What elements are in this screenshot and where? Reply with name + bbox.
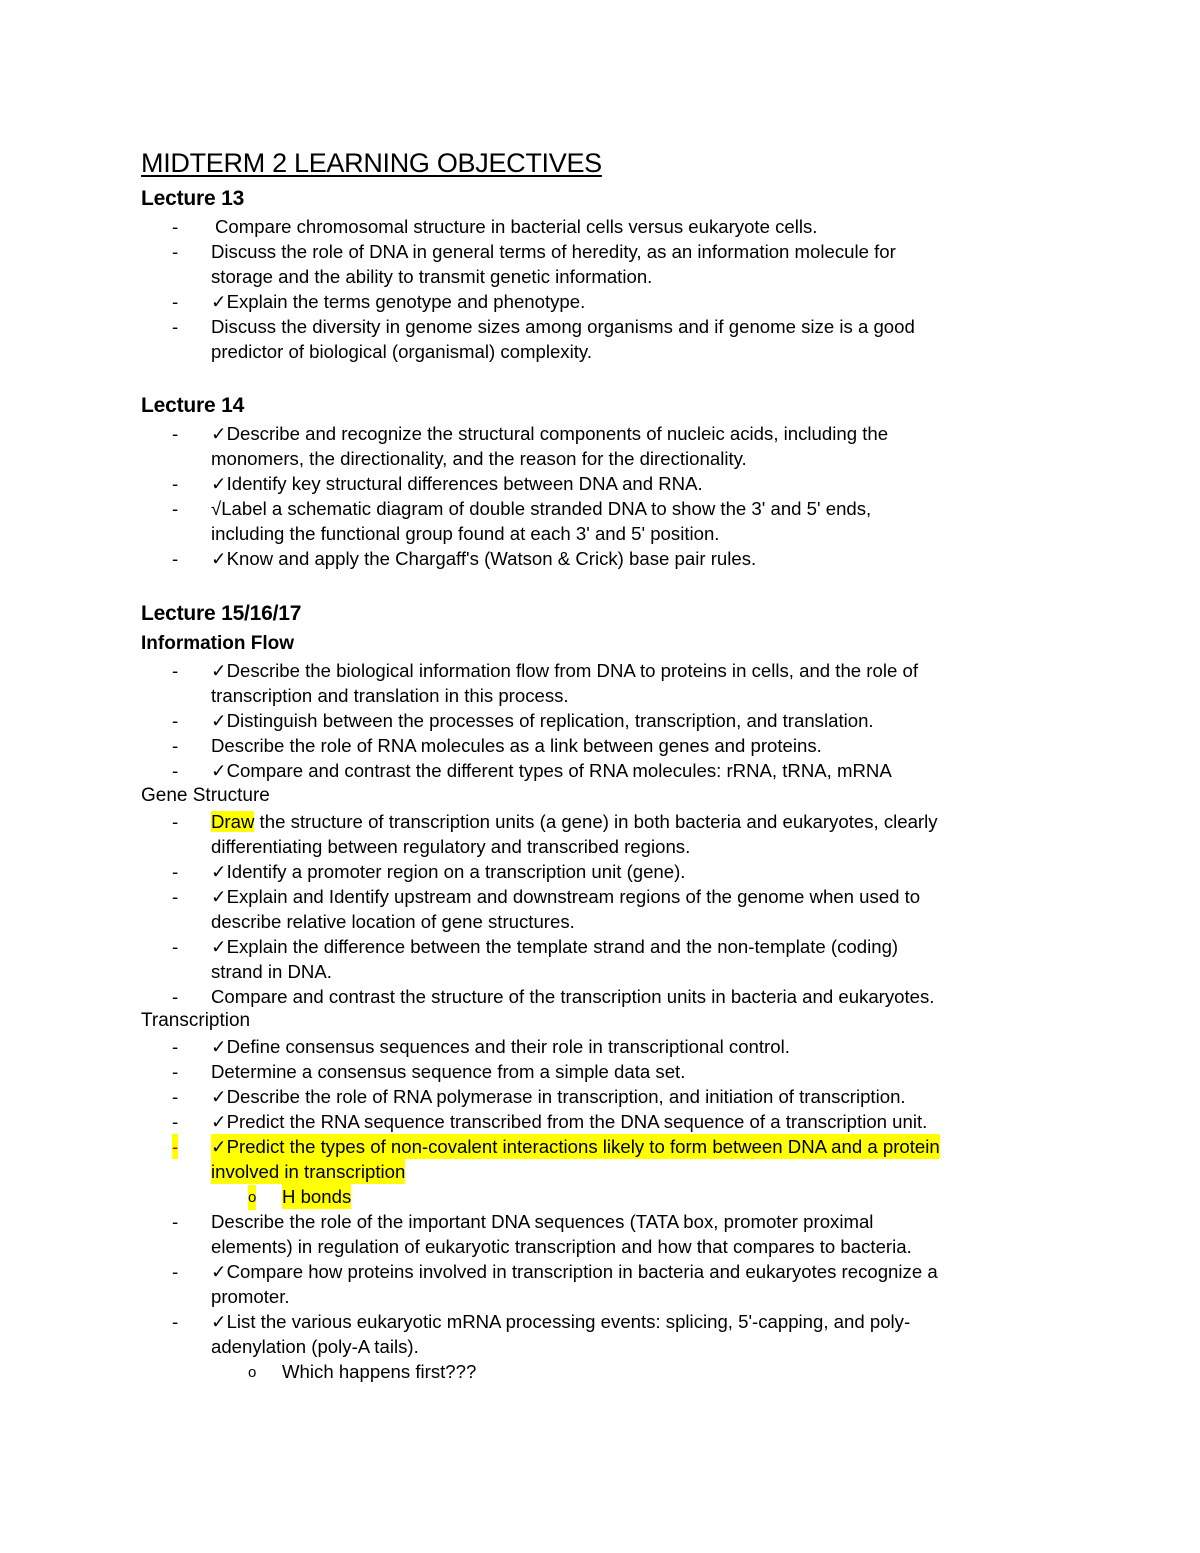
list-dash: - [172,811,179,832]
list-dash: - [172,473,179,494]
list-item [0,758,1200,783]
list-item-text: ✓Identify a promoter region on a transcription unit (gene). [211,861,686,882]
lecture-13-list [0,214,1200,364]
highlighted-word: Draw [211,811,255,832]
list-item-text: transcription and translation in this process. [211,685,569,706]
list-item [0,546,1200,571]
list-dash: - [172,1211,179,1232]
list-item-text: ✓Explain and Identify upstream and downstream regions of the genome when used to [211,886,921,907]
list-dash: - [172,316,179,337]
list-item-text: ✓List the various eukaryotic mRNA processing events: splicing, 5'-capping, and poly- [211,1311,911,1332]
lecture-13-heading: Lecture 13 [141,187,245,210]
list-item-continuation [0,834,1200,859]
list-dash: - [172,423,179,444]
list-item-text: Compare chromosomal structure in bacterial cells versus eukaryote cells. [215,216,818,237]
lecture-14-list [0,421,1200,571]
list-item [0,934,1200,959]
list-dash: - [172,710,179,731]
sub-item-text: Which happens first??? [282,1361,477,1382]
list-item-text: Describe the role of RNA molecules as a link between genes and proteins. [211,735,822,756]
list-dash: - [172,660,179,681]
list-item-text: Describe the role of the important DNA sequences (TATA box, promoter proximal [211,1211,874,1232]
list-item-continuation [0,446,1200,471]
gene-structure-heading: Gene Structure [141,785,270,806]
list-dash: - [172,936,179,957]
highlighted-list-item [0,1134,1200,1159]
list-item [0,984,1200,1009]
list-item-continuation [0,264,1200,289]
list-item [0,314,1200,339]
list-item-text: ✓Distinguish between the processes of replication, transcription, and translation. [211,710,874,731]
list-item-text: ✓Describe and recognize the structural components of nucleic acids, including the [211,423,889,444]
list-dash: - [172,1061,179,1082]
list-item [0,1109,1200,1134]
list-item-text: promoter. [211,1286,290,1307]
lecture-15-heading: Lecture 15/16/17 [141,602,302,625]
list-item-text: ✓Predict the types of non-covalent interactions likely to form between DNA and a protein [211,1136,940,1157]
list-item-continuation [0,1284,1200,1309]
list-item-text: ✓Compare and contrast the different types of RNA molecules: rRNA, tRNA, mRNA [211,760,892,781]
list-item-text: monomers, the directionality, and the reason for the directionality. [211,448,747,469]
list-dash: - [172,986,179,1007]
list-item [0,496,1200,521]
list-dash: - [172,861,179,882]
list-dash: - [172,735,179,756]
transcription-list [0,1034,1200,1384]
list-dash: - [172,1136,179,1157]
information-flow-heading: Information Flow [141,633,295,654]
list-item-text [211,809,938,834]
list-item-text: predictor of biological (organismal) complexity. [211,341,592,362]
list-item [0,421,1200,446]
list-item-text: ✓Predict the RNA sequence transcribed from the DNA sequence of a transcription unit. [211,1111,928,1132]
list-dash: - [172,216,179,237]
list-item-text: ✓Compare how proteins involved in transcription in bacteria and eukaryotes recognize a [211,1261,938,1282]
sub-bullet: o [248,1364,257,1381]
list-item [0,1259,1200,1284]
list-item-text: adenylation (poly-A tails). [211,1336,419,1357]
list-dash: - [172,760,179,781]
list-item-text: elements) in regulation of eukaryotic transcription and how that compares to bacteria. [211,1236,912,1257]
list-item [0,733,1200,758]
gene-structure-list [0,809,1200,1009]
transcription-heading: Transcription [141,1010,251,1031]
list-item [0,1309,1200,1334]
list-item [0,809,1200,834]
list-item-continuation [0,959,1200,984]
list-item [0,859,1200,884]
list-item-text: ✓Describe the role of RNA polymerase in transcription, and initiation of transcription. [211,1086,906,1107]
list-item [0,239,1200,264]
list-dash: - [172,1111,179,1132]
list-item [0,471,1200,496]
list-item-text-rest: the structure of transcription units (a gene) in both bacteria and eukaryotes, clearly [254,811,938,832]
information-flow-list [0,658,1200,783]
sub-list-item [0,1184,1200,1209]
list-item-continuation [0,683,1200,708]
sub-item-text: H bonds [282,1186,352,1207]
sub-bullet: o [248,1185,256,1210]
list-item-text: strand in DNA. [211,961,332,982]
list-item [0,214,1200,239]
list-item [0,884,1200,909]
list-item-text: Determine a consensus sequence from a simple data set. [211,1061,686,1082]
list-item [0,1084,1200,1109]
list-item [0,1209,1200,1234]
list-item-text: ✓Explain the terms genotype and phenotype. [211,291,586,312]
lecture-14-heading: Lecture 14 [141,394,245,417]
list-item-continuation [0,1159,1200,1184]
document-title: MIDTERM 2 LEARNING OBJECTIVES [141,148,602,178]
list-item-text: √Label a schematic diagram of double stranded DNA to show the 3' and 5' ends, [211,498,872,519]
list-item-continuation [0,521,1200,546]
list-item-text: ✓Define consensus sequences and their role in transcriptional control. [211,1036,790,1057]
list-item-text: ✓Identify key structural differences between DNA and RNA. [211,473,703,494]
list-item-text: differentiating between regulatory and transcribed regions. [211,836,691,857]
list-item [0,1034,1200,1059]
list-item-text: describe relative location of gene structures. [211,911,575,932]
list-item-continuation [0,1334,1200,1359]
list-item [0,658,1200,683]
sub-list-item [0,1359,1200,1384]
list-dash: - [172,241,179,262]
list-item-text: ✓Know and apply the Chargaff's (Watson & Crick) base pair rules. [211,548,757,569]
list-dash: - [172,291,179,312]
list-item-continuation [0,909,1200,934]
list-item [0,289,1200,314]
list-dash: - [172,1086,179,1107]
list-dash: - [172,1261,179,1282]
list-item-text: storage and the ability to transmit genetic information. [211,266,653,287]
list-dash: - [172,498,179,519]
list-item-continuation [0,339,1200,364]
list-item-text: Compare and contrast the structure of the transcription units in bacteria and eukaryotes. [211,986,935,1007]
list-item [0,1059,1200,1084]
list-item-continuation [0,1234,1200,1259]
list-dash: - [172,1311,179,1332]
list-item-text: Discuss the diversity in genome sizes among organisms and if genome size is a good [211,316,915,337]
list-dash: - [172,886,179,907]
list-item-text: involved in transcription [211,1161,406,1182]
list-item-text: including the functional group found at each 3' and 5' position. [211,523,720,544]
list-dash: - [172,548,179,569]
list-item [0,708,1200,733]
list-item-text: ✓Describe the biological information flow from DNA to proteins in cells, and the role of [211,660,918,681]
list-item-text: ✓Explain the difference between the template strand and the non-template (coding) [211,936,899,957]
list-dash: - [172,1036,179,1057]
list-item-text: Discuss the role of DNA in general terms of heredity, as an information molecule for [211,241,896,262]
